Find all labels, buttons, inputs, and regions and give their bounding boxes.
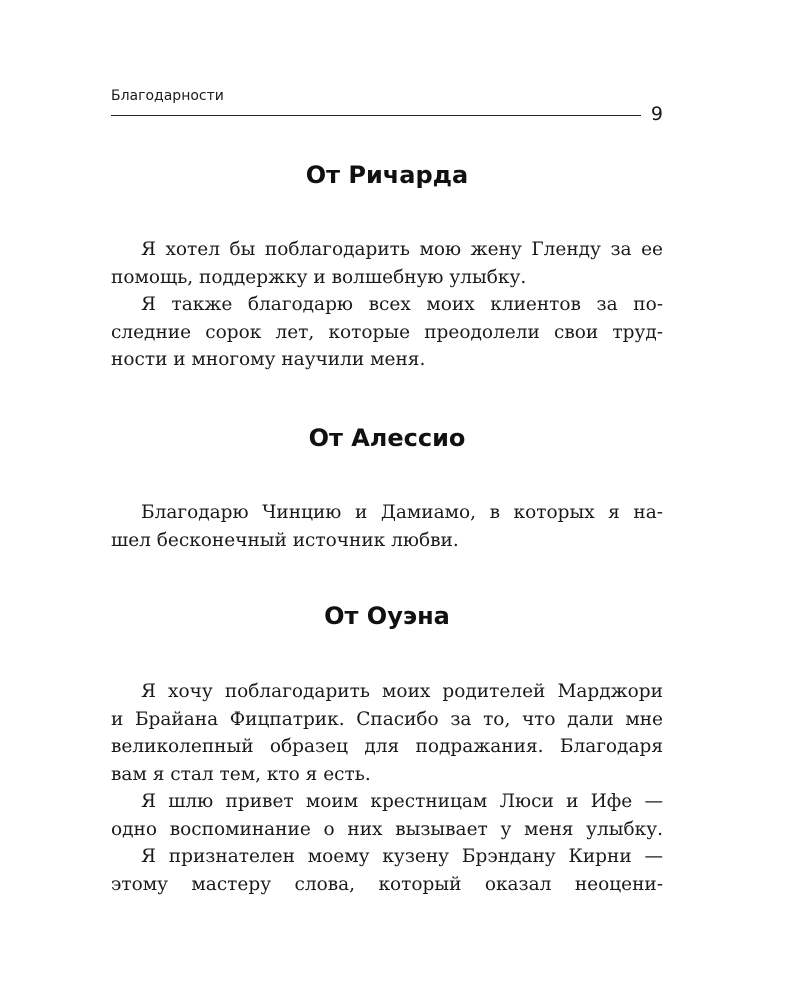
text-line: помощь, поддержку и волшебную улыбку. [111,266,527,288]
text-line: Я шлю привет моим крестницам Люси и Ифе — [141,791,663,812]
section-body [111,678,663,898]
running-head [111,88,663,125]
text-line: этому мастеру слова, который оказал неоцени- [111,873,663,895]
text-line: одно воспоминание о них вызывает у меня улыбку. [111,818,663,840]
text-line: следние сорок лет, которые преодолели свои труд- [111,321,663,343]
section-alessio [111,423,663,554]
text-line: Я также благодарю всех моих клиентов за по- [141,294,663,315]
text-line: Благодарю Чинцию и Дамиамо, в которых я на- [141,502,663,523]
book-page [111,0,663,1000]
paragraph [111,788,663,843]
text-line: ности и многому научили меня. [111,349,426,370]
page-number: 9 [650,103,663,125]
text-line: вам я стал тем, кто я есть. [111,763,371,785]
text-line: Я хочу поблагодарить моих родителей Марджори [141,681,663,702]
section-body [111,499,663,554]
paragraph [111,678,663,788]
text-line: шел бесконечный источник любви. [111,529,459,551]
running-title: Благодарности [111,88,224,104]
text-line: великолепный образец для подражания. Благодаря [111,736,663,757]
text-line: и Брайана Фицпатрик. Спасибо за то, что дали мне [111,708,663,730]
text-line: Я хотел бы поблагодарить мою жену Гленду за ее [141,239,663,260]
paragraph [111,843,663,898]
section-heading: От Оуэна [324,602,450,630]
paragraph [111,236,663,291]
header-rule [111,115,641,116]
section-richard [111,160,663,374]
section-owen [111,601,663,898]
section-heading: От Ричарда [305,161,469,189]
text-line: Я признателен моему кузену Брэндану Кирни — [141,846,663,867]
paragraph [111,499,663,554]
section-heading: От Алессио [308,424,466,452]
paragraph [111,291,663,374]
section-body [111,236,663,374]
